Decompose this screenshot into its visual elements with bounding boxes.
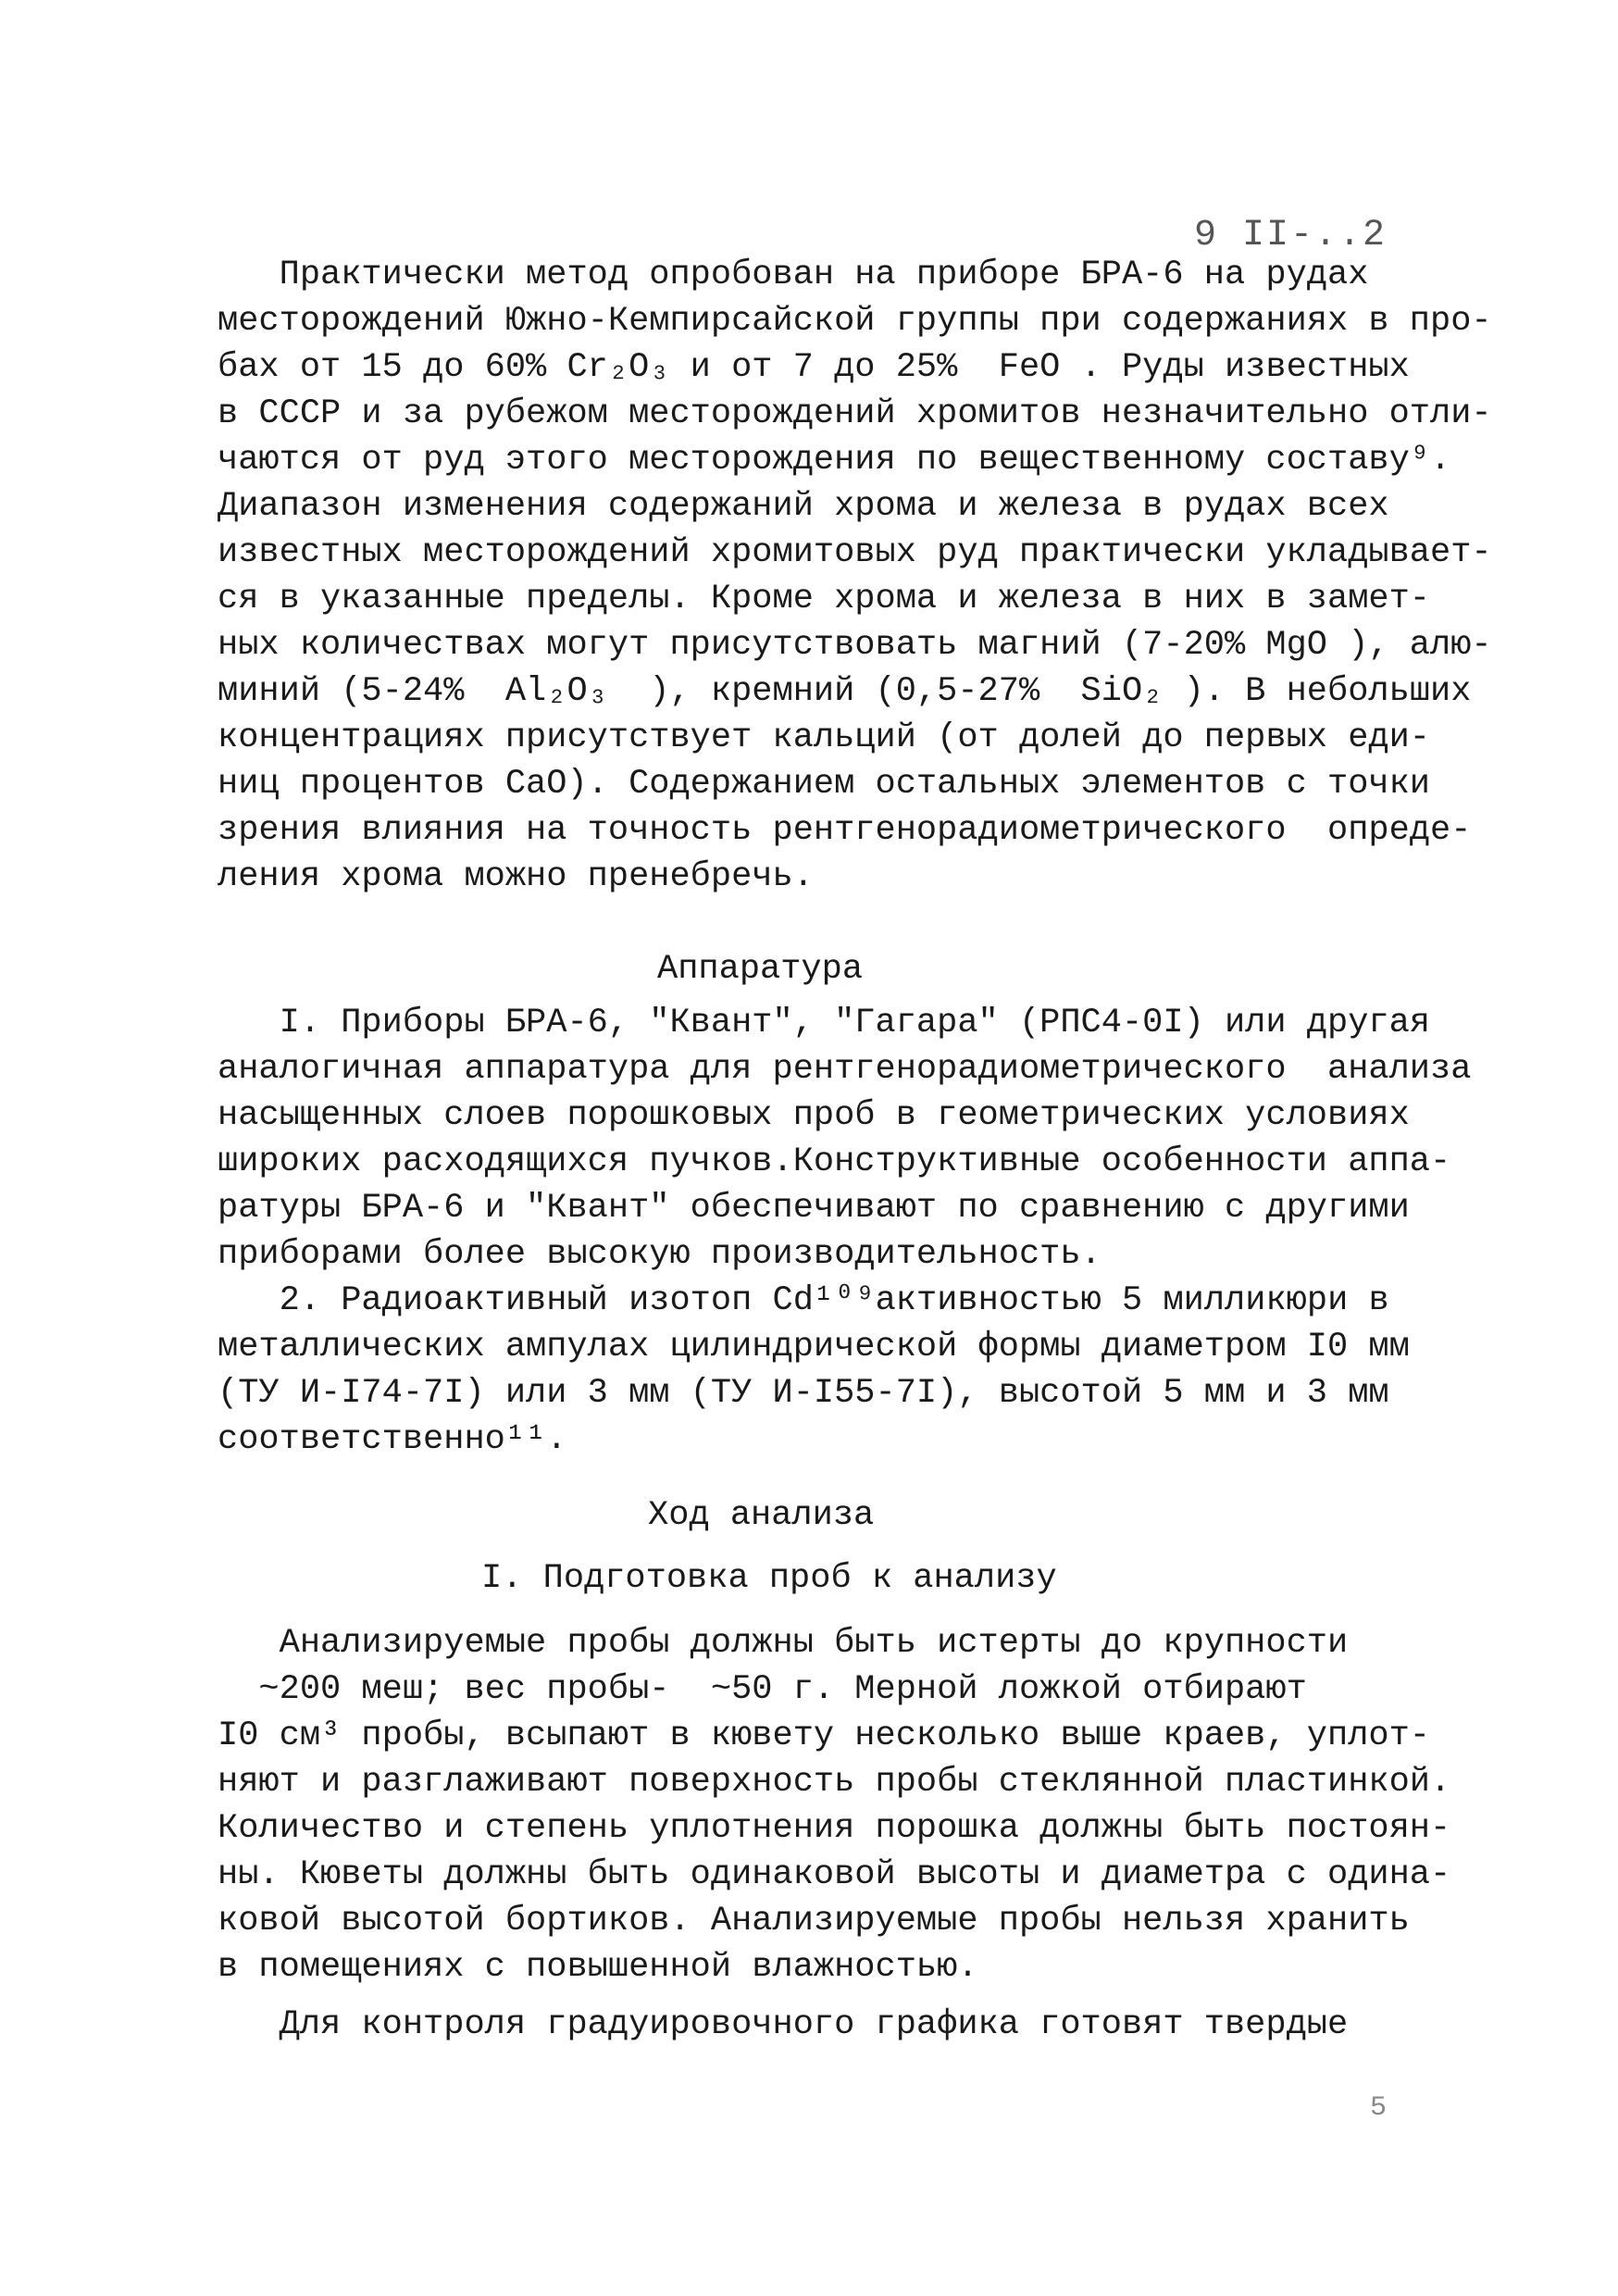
text-line: ниц процентов CaO). Содержанием остальных элементов с точки [218,765,1431,804]
text-line: ных количествах могут присутствовать магний (7-20% MgO ), алю- [218,626,1492,665]
text-line: (ТУ И-I74-7I) или 3 мм (ТУ И-I55-7I), высотой 5 мм и 3 мм [218,1374,1389,1413]
section-heading-apparatus: Аппаратура [657,950,864,989]
page-mark: 9 II-..2 [1194,215,1388,256]
subsection-heading-preparation: I. Подготовка проб к анализу [481,1559,1057,1598]
intro-paragraph [218,252,1492,900]
text-line: ковой высотой бортиков. Анализируемые пробы нельзя хранить [218,1902,1410,1940]
text-line: месторождений Южно-Кемпирсайской группы при содержаниях в про- [218,302,1492,341]
text-line: I. Приборы БРА-6, "Квант", "Гагара" (РПС4-0I) или другая [218,1004,1431,1042]
text-line: соответственно¹¹. [218,1420,567,1459]
text-line: в СССР и за рубежом месторождений хромитов незначительно отли- [218,394,1492,433]
analysis-paragraph [218,1620,1451,2048]
apparatus-paragraph [218,1000,1472,1463]
text-line: Практически метод опробован на приборе БРА-6 на рудах [218,256,1369,294]
text-line: металлических ампулах цилиндрической формы диаметром I0 мм [218,1328,1410,1366]
section-heading-analysis: Ход анализа [648,1496,875,1535]
text-line: ны. Кюветы должны быть одинаковой высоты и диаметра с одина- [218,1855,1451,1894]
text-line: насыщенных слоев порошковых проб в геометрических условиях [218,1096,1410,1135]
text-line: I0 см³ пробы, всыпают в кювету несколько выше краев, уплот- [218,1716,1431,1755]
text-line: ратуры БРА-6 и "Квант" обеспечивают по сравнению с другими [218,1189,1410,1228]
text-line: аналогичная аппаратура для рентгенорадиометрического анализа [218,1050,1472,1089]
text-line: зрения влияния на точность рентгенорадиометрического опреде- [218,811,1472,850]
text-line: миний (5-24% Al₂O₃ ), кремний (0,5-27% SiO₂ ). В небольших [218,672,1472,711]
text-line: приборами более высокую производительность. [218,1235,1101,1274]
text-line: в помещениях с повышенной влажностью. [218,1948,978,1987]
text-line: 2. Радиоактивный изотоп Cd¹⁰⁹активностью 5 милликюри в [218,1281,1389,1320]
page-number: 5 [1370,2092,1388,2124]
text-line: ления хрома можно пренебречь. [218,857,814,896]
text-line: известных месторождений хромитовых руд практически укладывает- [218,533,1492,572]
text-line: ~200 меш; вес пробы- ~50 г. Мерной ложкой отбирают [218,1670,1307,1709]
text-line: няют и разглаживают поверхность пробы стеклянной пластинкой. [218,1763,1451,1802]
text-line: Для контроля градуировочного графика готовят твердые [218,2005,1349,2044]
text-line: концентрациях присутствует кальций (от долей до первых еди- [218,718,1431,757]
text-line: широких расходящихся пучков.Конструктивные особенности аппа- [218,1142,1451,1181]
text-line: Анализируемые пробы должны быть истерты до крупности [218,1624,1349,1663]
text-line: чаются от руд этого месторождения по вещественному составу⁹. [218,441,1451,480]
text-line: бах от 15 до 60% Cr₂O₃ и от 7 до 25% FeO . Руды известных [218,348,1410,387]
text-line: ся в указанные пределы. Кроме хрома и железа в них в замет- [218,580,1431,618]
text-line: Диапазон изменения содержаний хрома и железа в рудах всех [218,487,1389,526]
text-line: Количество и степень уплотнения порошка должны быть постоян- [218,1809,1451,1848]
